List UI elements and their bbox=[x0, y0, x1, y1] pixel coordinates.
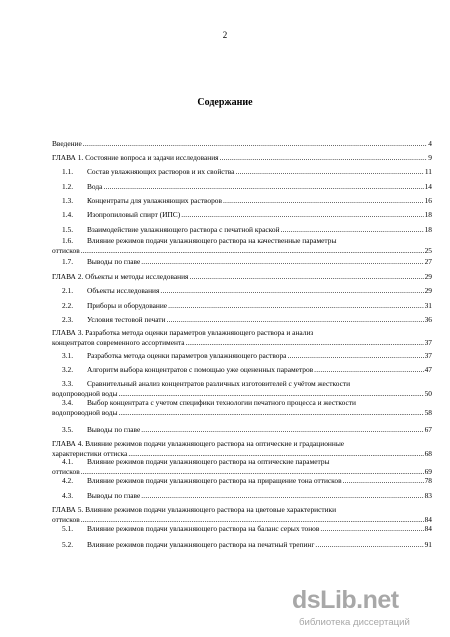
toc-entry-title: Взаимодействие увлажняющего раствора с печатной краской bbox=[87, 225, 280, 234]
toc-entry-title: Вода bbox=[87, 182, 103, 191]
toc-entry-title: Условия тестовой печати bbox=[87, 315, 166, 324]
toc-entry-title: Влияние режимов подачи увлажняющего раствора на печатный трепинг bbox=[87, 540, 315, 549]
toc-entry-title: Влияние режимов подачи увлажняющего раствора на приращение тона оттисков bbox=[87, 476, 342, 485]
toc-entry bbox=[52, 224, 432, 236]
toc-entry-title: Выбор концентрата с учетом специфики технологии печатного процесса и жесткости bbox=[87, 398, 356, 407]
dot-leader bbox=[281, 224, 424, 236]
toc-entry bbox=[52, 181, 432, 193]
toc-entry bbox=[52, 256, 432, 268]
toc-entry-page: 68 bbox=[424, 449, 432, 458]
toc-entry bbox=[52, 166, 432, 178]
page-number: 2 bbox=[222, 30, 228, 40]
toc-entry-page: 29 bbox=[424, 286, 432, 295]
toc-entry-title: Алгоритм выбора концентратов с помощью уже оцененных параметров bbox=[87, 365, 314, 374]
toc-entry-title: Влияние режимов подачи увлажняющего раствора на оптические параметры bbox=[87, 457, 330, 466]
toc-entry-page: 91 bbox=[424, 540, 432, 549]
toc-entry-page: 50 bbox=[424, 389, 432, 398]
toc-entry-page: 47 bbox=[424, 365, 432, 374]
toc-entry bbox=[52, 505, 432, 525]
toc-entry-title-continued: характеристики оттиска bbox=[52, 449, 128, 458]
toc-entry-title: Сравнительный анализ концентратов различных изготовителей с учётом жесткости bbox=[87, 379, 351, 388]
toc-entry-page: 18 bbox=[424, 225, 432, 234]
toc-entry-title: Состав увлажняющих растворов и их свойства bbox=[87, 167, 235, 176]
toc-entry-number: 3.1. bbox=[62, 351, 74, 360]
toc-entry bbox=[52, 195, 432, 207]
toc-entry-number: 1.2. bbox=[62, 182, 74, 191]
dot-leader bbox=[160, 285, 423, 297]
toc-entry-number: 1.7. bbox=[62, 257, 74, 266]
toc-entry-title: Выводы по главе bbox=[87, 425, 141, 434]
toc-entry-number: 1.1. bbox=[62, 167, 74, 176]
toc-entry-page: 84 bbox=[424, 515, 432, 524]
toc-entry-title: ГЛАВА 2. Объекты и методы исследования bbox=[52, 272, 189, 281]
toc-entry-number: 3.3. bbox=[62, 379, 74, 388]
toc-entry-number: 3.2. bbox=[62, 365, 74, 374]
toc-entry-page: 36 bbox=[424, 315, 432, 324]
toc-entry-title-continued: оттисков bbox=[52, 467, 80, 476]
dot-leader bbox=[119, 408, 424, 418]
toc-entry-title: Влияние режимов подачи увлажняющего раствора на баланс серых тонов bbox=[87, 524, 320, 533]
dot-leader bbox=[103, 181, 423, 193]
toc-entry-page: 84 bbox=[424, 524, 432, 533]
dot-leader bbox=[220, 152, 428, 164]
toc-entry-page: 16 bbox=[424, 196, 432, 205]
toc-entry-title: ГЛАВА 4. Влияние режимов подачи увлажняющего раствора на оптические и градационные bbox=[52, 439, 345, 448]
toc-entry-number: 1.5. bbox=[62, 225, 74, 234]
toc-entry-page: 69 bbox=[424, 467, 432, 476]
toc-entry-page: 83 bbox=[424, 491, 432, 500]
toc-entry-page: 29 bbox=[424, 272, 432, 281]
toc-entry-number: 1.6. bbox=[62, 236, 74, 245]
dot-leader bbox=[181, 209, 423, 221]
toc-entry-number: 5.2. bbox=[62, 540, 74, 549]
toc-entry-number: 2.1. bbox=[62, 286, 74, 295]
toc-entry-title: Выводы по главе bbox=[87, 257, 141, 266]
toc-entry-page: 37 bbox=[424, 338, 432, 347]
dot-leader bbox=[141, 490, 423, 502]
dot-leader bbox=[343, 475, 424, 487]
toc-entry-title: ГЛАВА 5. Влияние режимов подачи увлажняющего раствора на цветовые характеристики bbox=[52, 505, 337, 514]
watermark-logo: dsLib.net bbox=[292, 586, 399, 614]
dot-leader bbox=[81, 246, 424, 256]
toc-entry-page: 4 bbox=[428, 139, 432, 148]
toc-entry bbox=[52, 314, 432, 326]
toc-entry-number: 4.2. bbox=[62, 476, 74, 485]
dot-leader bbox=[166, 314, 423, 326]
toc-entry bbox=[52, 209, 432, 221]
toc-entry-title-continued: оттисков bbox=[52, 246, 80, 255]
toc-entry bbox=[52, 539, 432, 551]
toc-entry bbox=[52, 364, 432, 376]
dot-leader bbox=[141, 256, 423, 268]
toc-entry bbox=[52, 490, 432, 502]
toc-entry bbox=[52, 300, 432, 312]
watermark-subtitle: библиотека диссертаций bbox=[299, 617, 410, 628]
toc-entry-title: ГЛАВА 1. Состояние вопроса и задачи исследования bbox=[52, 153, 219, 162]
toc-entry-number: 1.3. bbox=[62, 196, 74, 205]
toc-entry bbox=[52, 475, 432, 487]
toc-entry-number: 5.1. bbox=[62, 524, 74, 533]
toc-entry-number: 3.4. bbox=[62, 398, 74, 407]
toc-entry-title: Приборы и оборудование bbox=[87, 301, 168, 310]
dot-leader bbox=[189, 271, 423, 283]
toc-entry-title: Объекты исследования bbox=[87, 286, 160, 295]
toc-entry-title-continued: концентратов современного ассортимента bbox=[52, 338, 185, 347]
toc-entry-page: 58 bbox=[424, 408, 432, 417]
dot-leader bbox=[314, 364, 423, 376]
toc-entry bbox=[52, 350, 432, 362]
toc-entry-page: 31 bbox=[424, 301, 432, 310]
toc-entry bbox=[52, 439, 432, 459]
toc-entry-page: 67 bbox=[424, 425, 432, 434]
toc-entry bbox=[52, 328, 432, 348]
toc-entry-page: 11 bbox=[424, 167, 432, 176]
dot-leader bbox=[141, 424, 423, 436]
toc-entry bbox=[52, 138, 432, 150]
toc-entry bbox=[52, 398, 432, 418]
page-title: Содержание bbox=[197, 97, 253, 108]
toc-entry-title: Концентраты для увлажняющих растворов bbox=[87, 196, 222, 205]
dot-leader bbox=[320, 523, 423, 535]
toc-entry-page: 18 bbox=[424, 210, 432, 219]
toc-entry-number: 4.3. bbox=[62, 491, 74, 500]
toc-entry-number: 2.2. bbox=[62, 301, 74, 310]
toc-entry bbox=[52, 271, 432, 283]
toc-entry-page: 14 bbox=[424, 182, 432, 191]
toc-entry-page: 78 bbox=[424, 476, 432, 485]
toc-entry-title-continued: оттисков bbox=[52, 515, 80, 524]
toc-entry bbox=[52, 523, 432, 535]
toc-entry bbox=[52, 379, 432, 399]
toc-entry-number: 3.5. bbox=[62, 425, 74, 434]
toc-entry bbox=[52, 457, 432, 477]
toc-entry bbox=[52, 152, 432, 164]
dot-leader bbox=[235, 166, 423, 178]
watermark bbox=[292, 586, 447, 632]
toc-entry bbox=[52, 236, 432, 256]
dot-leader bbox=[168, 300, 424, 312]
dot-leader bbox=[223, 195, 424, 207]
dot-leader bbox=[83, 138, 428, 150]
toc-entry-title: ГЛАВА 3. Разработка метода оценки параметров увлажняющего раствора и анализ bbox=[52, 328, 314, 337]
toc-entry-number: 4.1. bbox=[62, 457, 74, 466]
toc-entry-page: 27 bbox=[424, 257, 432, 266]
dot-leader bbox=[315, 539, 423, 551]
toc-entry-number: 2.3. bbox=[62, 315, 74, 324]
toc-entry bbox=[52, 285, 432, 297]
toc-entry-number: 1.4. bbox=[62, 210, 74, 219]
toc-entry-page: 25 bbox=[424, 246, 432, 255]
toc-entry bbox=[52, 424, 432, 436]
toc-entry-title: Выводы по главе bbox=[87, 491, 141, 500]
toc-entry-page: 9 bbox=[428, 153, 432, 162]
toc-entry-title: Изопропиловый спирт (ИПС) bbox=[87, 210, 181, 219]
toc-entry-title: Введение bbox=[52, 139, 82, 148]
toc-entry-title: Разработка метода оценки параметров увлажняющего раствора bbox=[87, 351, 287, 360]
toc-entry-title: Влияние режимов подачи увлажняющего раствора на качественные параметры bbox=[87, 236, 337, 245]
toc-entry-title-continued: водопроводной воды bbox=[52, 389, 118, 398]
dot-leader bbox=[287, 350, 423, 362]
toc-entry-page: 37 bbox=[424, 351, 432, 360]
toc-entry-title-continued: водопроводной воды bbox=[52, 408, 118, 417]
dot-leader bbox=[186, 338, 424, 348]
